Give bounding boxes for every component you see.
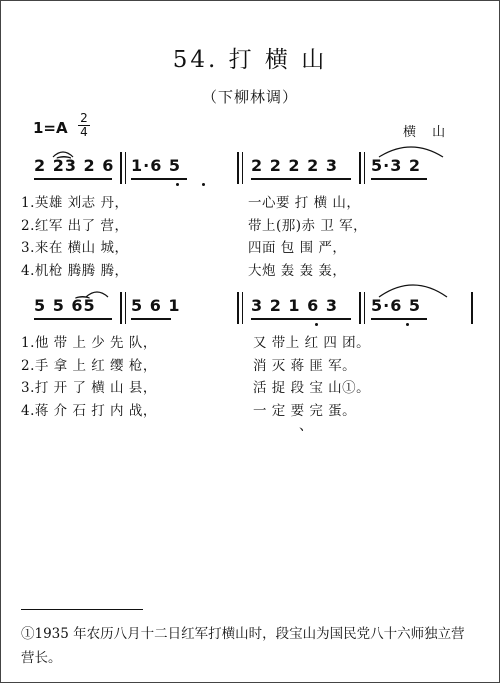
slur [379,285,447,297]
measure-2-3: 3 2 1 6 3 [251,296,338,315]
verse-line: 消 灭 蒋 匪 军。 [253,357,357,374]
measure-1-3: 2 2 2 2 3 [251,156,338,175]
verse-line: 一 定 要 完 蛋。 [253,402,357,419]
measure-1-2: 1·6 5 [131,156,182,175]
verse-line: 活 捉 段 宝 山①。 [253,380,371,396]
slur-arcs [1,1,499,401]
stray-mark: 、 [299,418,313,434]
verse-line: 2.手 拿 上 红 缨 枪， [21,357,157,374]
verse-line: 3.打 开 了 横 山 县， [21,380,157,396]
meter-top: 2 [80,111,88,125]
measure-1-1: 2 2͡3 2 6 [34,156,115,175]
meter-bottom: 4 [80,125,88,139]
footnote-rule [21,609,143,610]
verse-line: 2.红军 出了 营， [21,217,129,234]
measure-2-2: 5 6 1 [131,296,181,315]
key-signature: 1=A [33,119,68,137]
verse-line: 一心要 打 横 山， [248,195,361,211]
verse-line: 4.蒋 介 石 打 内 战， [21,402,157,419]
verse-line: 带上(那)赤 卫 军， [248,217,368,234]
slur [86,292,108,297]
verse-line: 又 带上 红 四 团。 [253,335,371,351]
verse-line: 1.英雄 刘志 丹， [21,195,129,211]
verse-line: 4.机枪 腾腾 腾， [21,262,129,279]
measure-2-4: 5·6 5 [371,296,422,315]
slur [53,152,73,157]
verse-line: 1.他 带 上 少 先 队， [21,335,157,351]
region-label: 横 山 [403,125,452,140]
measure-1-4: 5·3 2 [371,156,422,175]
slur [379,147,443,157]
measure-2-1: 5 5 6͡5 [34,296,96,315]
verse-line: 大炮 轰 轰 轰， [248,262,347,279]
song-title: 54. 打 横 山 [172,47,328,73]
footnote: ①1935 年农历八月十二日红军打横山时，段宝山为国民党八十六师独立营营长。 [21,626,465,666]
verse-line: 3.来在 横山 城， [21,240,129,256]
song-subtitle: （下柳林调） [201,88,298,106]
verse-line: 四面 包 围 严， [248,240,347,256]
